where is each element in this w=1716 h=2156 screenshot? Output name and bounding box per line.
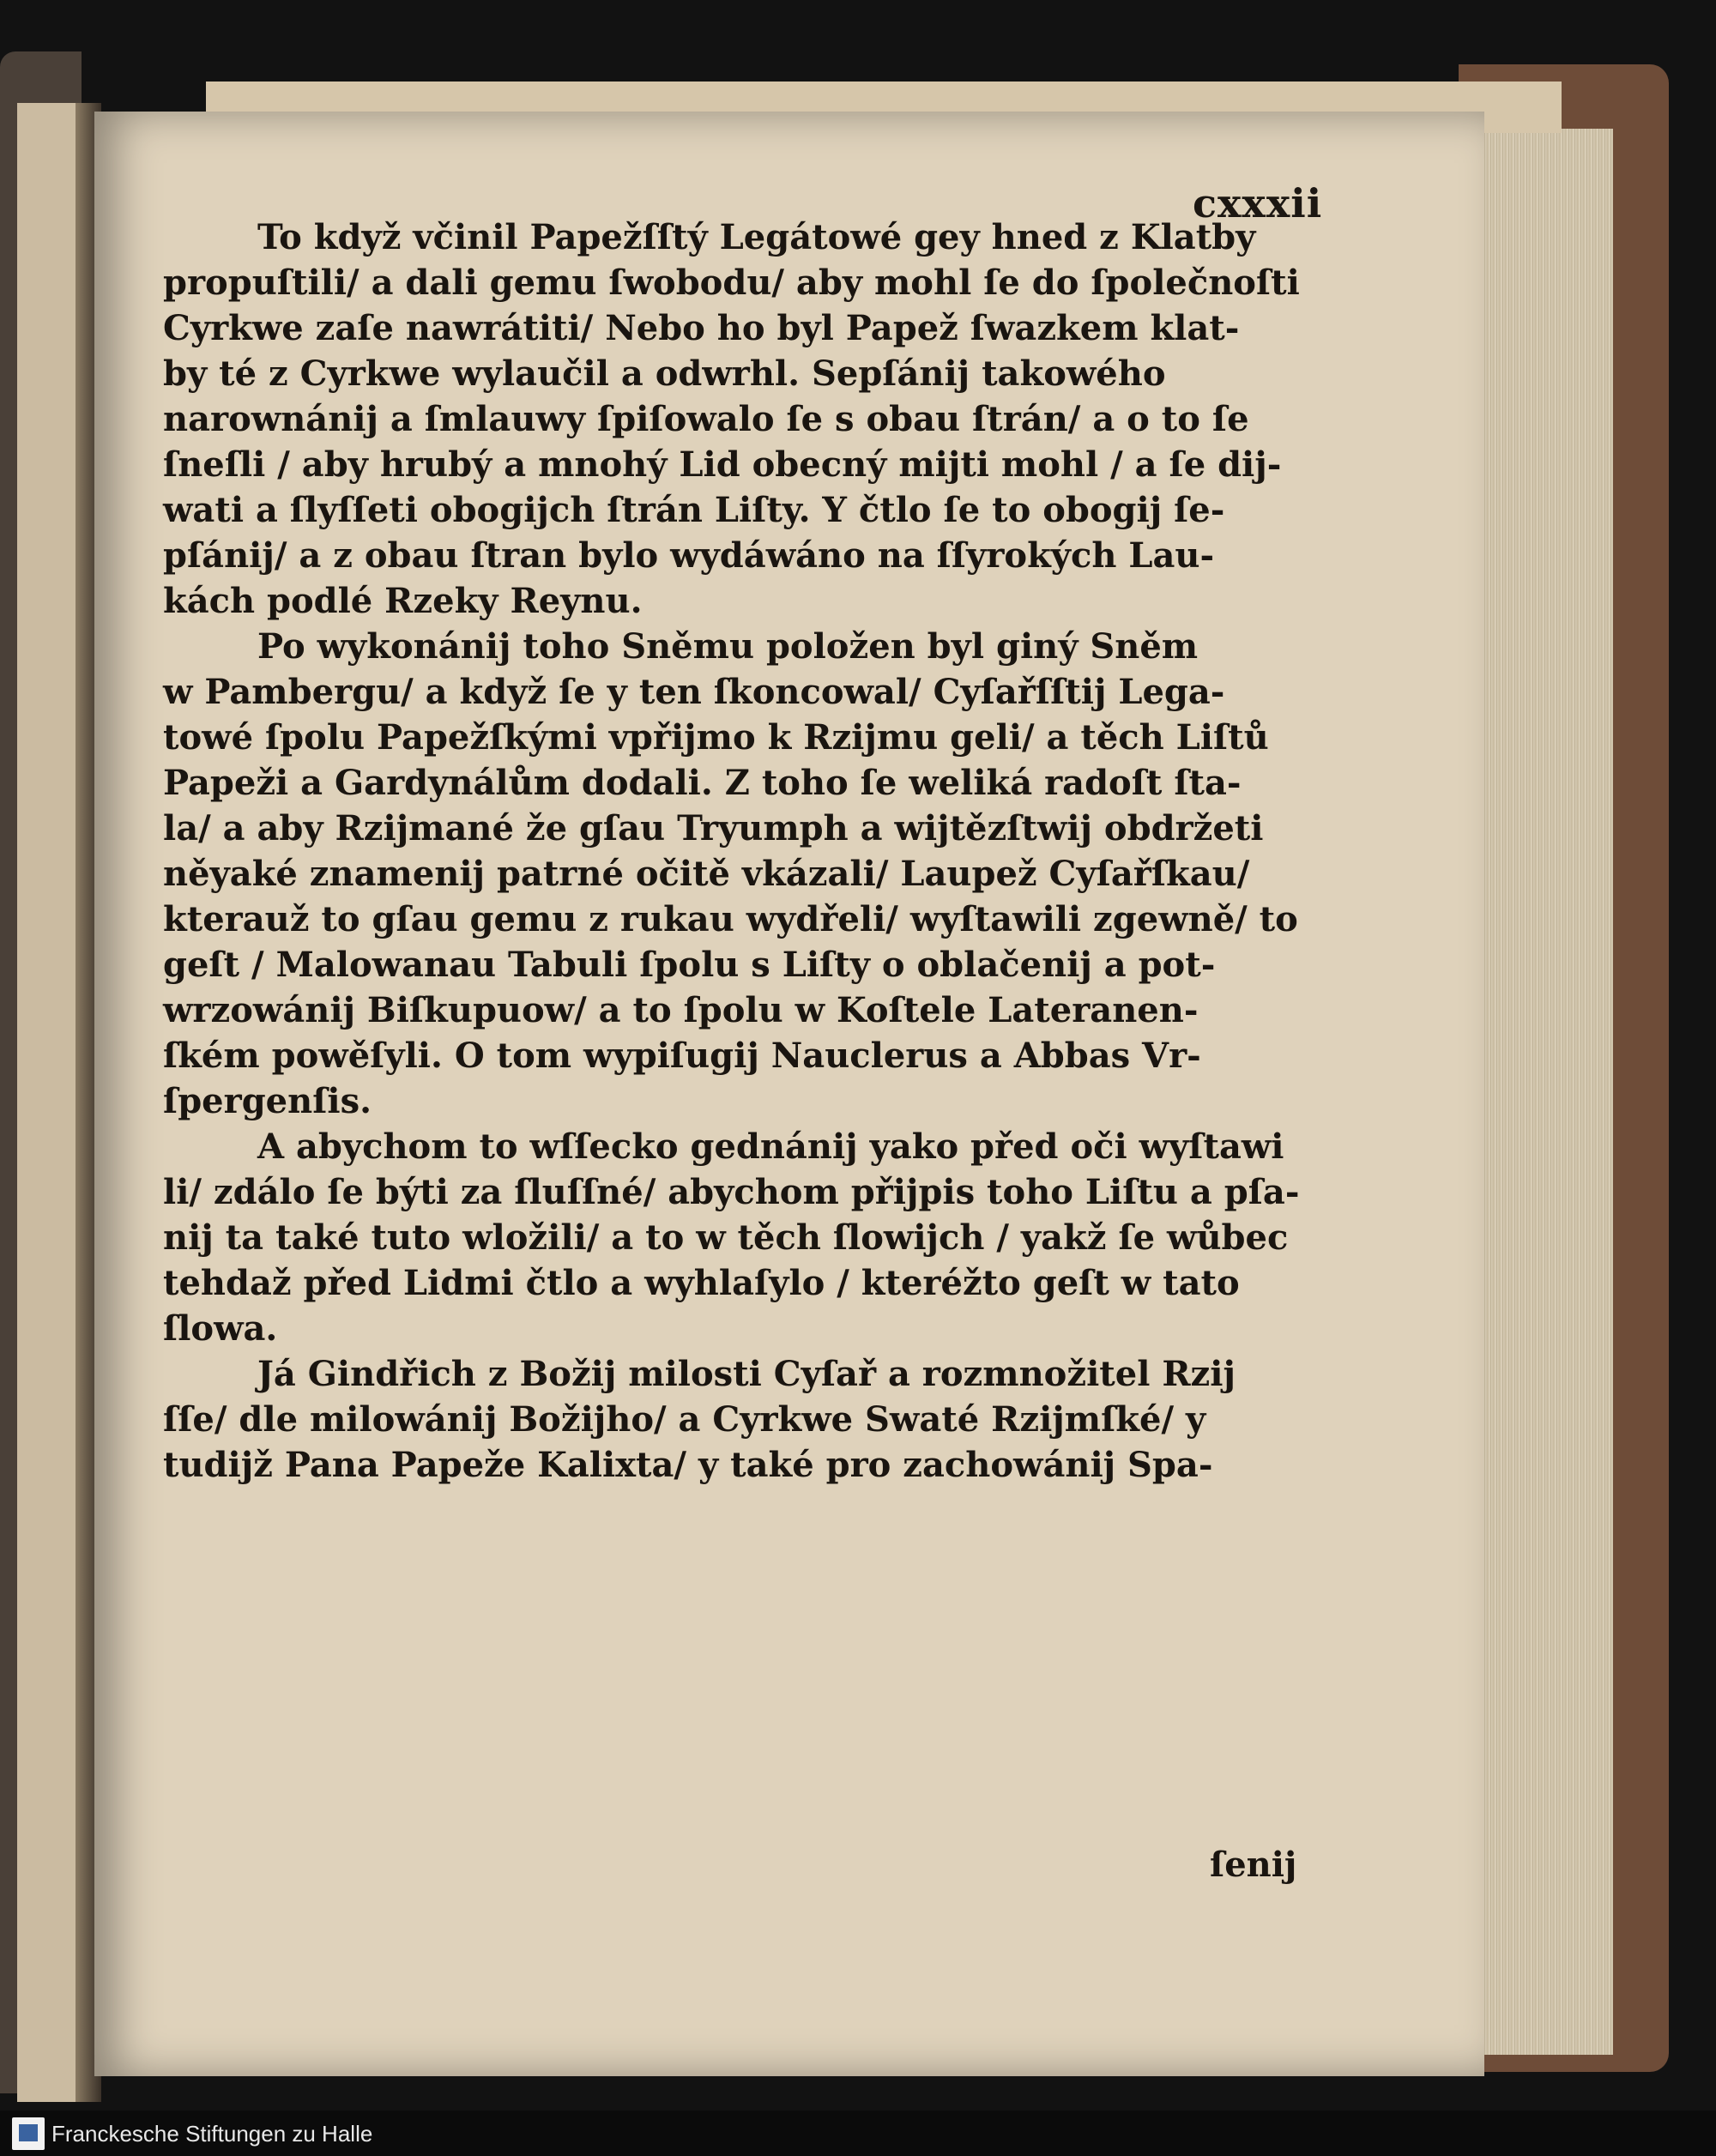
text-line: by té z Cyrkwe wylaučil a odwrhl. Sepſánij takowého (163, 353, 1166, 394)
text-line: tehdaž před Lidmi čtlo a wyhlaſylo / kteréžto geſt w tato (163, 1263, 1240, 1303)
folio-number: cxxxii (1193, 180, 1323, 226)
left-page-edge (17, 103, 77, 2102)
institution-logo-icon (12, 2117, 45, 2150)
body-text (163, 214, 1407, 1488)
text-line: propuſtili/ a dali gemu ſwobodu/ aby mohl ſe do ſpolečnoſti (163, 263, 1300, 303)
text-line: kách podlé Rzeky Reynu. (163, 581, 643, 621)
text-line: ſſe/ dle milowánij Božijho/ a Cyrkwe Swaté Rzijmſké/ y (163, 1399, 1206, 1440)
institution-name: Franckesche Stiftungen zu Halle (51, 2121, 373, 2147)
text-line: Papeži a Gardynálům dodali. Z toho ſe weliká radoſt ſta- (163, 763, 1242, 803)
text-line: towé ſpolu Papežſkými vpřijmo k Rzijmu geli/ a těch Liſtů (163, 717, 1269, 758)
text-line: ſpergenſis. (163, 1081, 372, 1121)
text-line: kterauž to gſau gemu z rukau wydřeli/ wyſtawili zgewně/ to (163, 899, 1298, 939)
text-line: Já Gindřich z Božij milosti Cyſař a rozmnožitel Rzij (257, 1354, 1236, 1394)
text-line: ſneſli / aby hrubý a mnohý Lid obecný mijti mohl / a ſe dij- (163, 444, 1282, 485)
text-line: la/ a aby Rzijmané že gſau Tryumph a wijtězſtwij obdržeti (163, 808, 1264, 849)
text-line: ſlowa. (163, 1308, 278, 1349)
catchword: ſenij (1210, 1845, 1297, 1885)
text-line: To když včinil Papežſſtý Legátowé gey hned z Klatby (257, 217, 1256, 257)
text-line: A abychom to wſſecko gednánij yako před oči wyſtawi (257, 1126, 1284, 1167)
text-line: ſkém powěſyli. O tom wypiſugij Nauclerus a Abbas Vr- (163, 1036, 1201, 1076)
text-line: tudijž Pana Papeže Kalixta/ y také pro zachowánij Spa- (163, 1445, 1213, 1485)
text-line: pſánij/ a z obau ſtran bylo wydáwáno na ſſyrokých Lau- (163, 535, 1215, 576)
text-line: Cyrkwe zaſe nawrátiti/ Nebo ho byl Papež ſwazkem klat- (163, 308, 1240, 348)
footer-bar (0, 2111, 1716, 2156)
text-line: něyaké znamenij patrné očitě vkázali/ Laupež Cyſařſkau/ (163, 854, 1250, 894)
text-line: nij ta také tuto wložili/ a to w těch ſlowijch / yakž ſe wůbec (163, 1217, 1289, 1258)
text-line: wrzowánij Biſkupuow/ a to ſpolu w Koſtele Lateranen- (163, 990, 1199, 1030)
text-line: li/ zdálo ſe býti za ſluſſné/ abychom přijpis toho Liſtu a pſa- (163, 1172, 1300, 1212)
text-line: Po wykonánij toho Sněmu položen byl giný Sněm (257, 626, 1199, 667)
text-line: wati a ſlyſſeti obogijch ſtrán Liſty. Y čtlo ſe to obogij ſe- (163, 490, 1225, 530)
printed-page (94, 112, 1484, 2076)
text-line: geſt / Malowanau Tabuli ſpolu s Liſty o oblačenij a pot- (163, 945, 1216, 985)
page-stack-edge (1467, 129, 1613, 2055)
text-line: w Pambergu/ a když ſe y ten ſkoncowal/ Cyſařſſtij Lega- (163, 672, 1225, 712)
text-line: narownánij a ſmlauwy ſpiſowalo ſe s obau ſtrán/ a o to ſe (163, 399, 1249, 439)
